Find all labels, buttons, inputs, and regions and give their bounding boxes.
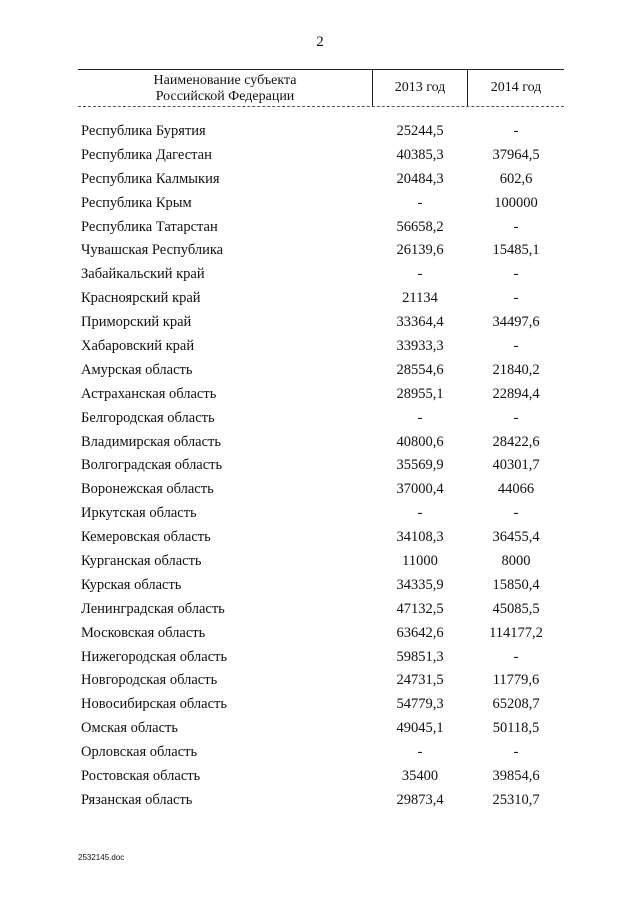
table-row <box>78 310 564 334</box>
value-2013: 35400 <box>401 768 439 785</box>
value-2014: 15850,4 <box>492 576 540 593</box>
subject-name: Курская область <box>81 576 182 593</box>
subject-name: Волгоградская область <box>81 457 223 474</box>
table-row <box>78 525 564 549</box>
subject-name: Кемеровская область <box>81 529 211 546</box>
value-2013: - <box>417 744 423 761</box>
value-2014: - <box>513 123 519 139</box>
header-subject-name <box>78 70 372 106</box>
table-row <box>78 215 564 239</box>
table-row <box>78 597 564 621</box>
table-row <box>78 645 564 669</box>
value-2014: 44066 <box>497 481 535 498</box>
value-2014: - <box>513 290 519 307</box>
page-number: 2 <box>316 34 324 50</box>
table-row <box>78 191 564 215</box>
value-2013: 25244,5 <box>396 123 444 139</box>
subject-name: Амурская область <box>81 361 193 378</box>
table-row <box>78 358 564 382</box>
value-2013: - <box>417 409 423 426</box>
subject-name: Новосибирская область <box>81 696 227 713</box>
table-row <box>78 238 564 262</box>
value-2013: 49045,1 <box>396 720 444 737</box>
value-2013: - <box>417 266 423 283</box>
subject-name: Курганская область <box>81 553 202 570</box>
value-2013: 35569,9 <box>396 457 444 474</box>
value-2014: 100000 <box>494 194 538 211</box>
value-2013: 54779,3 <box>396 696 444 713</box>
value-2014: 39854,6 <box>492 768 540 785</box>
subject-name: Воронежская область <box>81 481 214 498</box>
table-row <box>78 788 564 812</box>
subject-name: Белгородская область <box>81 409 215 426</box>
subject-name: Владимирская область <box>81 433 221 450</box>
value-2013: 56658,2 <box>396 218 444 235</box>
subject-name: Забайкальский край <box>81 266 205 283</box>
value-2014: - <box>513 505 519 522</box>
table-row <box>78 262 564 286</box>
header-subject-name-line1: Наименование субъекта <box>153 73 297 88</box>
value-2013: 21134 <box>402 290 438 307</box>
table-row <box>78 764 564 788</box>
table-header <box>78 69 564 107</box>
subject-name: Ростовская область <box>81 768 201 785</box>
value-2013: 40385,3 <box>396 146 444 163</box>
table-row <box>78 406 564 430</box>
table-row <box>78 453 564 477</box>
value-2014: 65208,7 <box>492 696 540 713</box>
subject-name: Республика Дагестан <box>81 146 212 163</box>
document-code: 2532145.doc <box>78 853 125 862</box>
header-subject-name-line2: Российской Федерации <box>155 89 295 104</box>
value-2013: - <box>417 194 423 211</box>
value-2014: 11779,6 <box>492 672 540 689</box>
table-row <box>78 430 564 454</box>
subject-name: Рязанская область <box>81 791 193 808</box>
table-row <box>78 382 564 406</box>
value-2014: - <box>513 648 519 665</box>
value-2013: 59851,3 <box>396 648 444 665</box>
subject-name: Республика Крым <box>81 194 192 211</box>
table-row <box>78 334 564 358</box>
value-2014: - <box>513 338 519 355</box>
table-row <box>78 501 564 525</box>
value-2013: 63642,6 <box>396 624 444 641</box>
subject-name: Иркутская область <box>81 505 197 522</box>
value-2013: 28554,6 <box>396 361 444 378</box>
table-row <box>78 668 564 692</box>
subject-name: Приморский край <box>81 314 192 331</box>
value-2014: 602,6 <box>499 170 533 187</box>
table-row <box>78 143 564 167</box>
table-row <box>78 119 564 143</box>
subject-name: Орловская область <box>81 744 198 761</box>
table-row <box>78 167 564 191</box>
value-2013: - <box>417 505 423 522</box>
header-2013: 2013 год <box>372 70 468 106</box>
table-row <box>78 549 564 573</box>
subjects-table <box>78 69 564 808</box>
value-2014: - <box>513 744 519 761</box>
value-2013: 34335,9 <box>396 576 444 593</box>
value-2013: 28955,1 <box>396 385 444 402</box>
value-2014: 25310,7 <box>492 791 540 808</box>
subject-name: Московская область <box>81 624 206 641</box>
value-2014: - <box>513 266 519 283</box>
table-row <box>78 477 564 501</box>
header-2014: 2014 год <box>490 80 542 95</box>
value-2014: 40301,7 <box>492 457 540 474</box>
value-2013: 37000,4 <box>396 481 444 498</box>
value-2014: 114177,2 <box>489 624 543 641</box>
value-2013: 26139,6 <box>396 242 444 259</box>
value-2013: 29873,4 <box>396 791 444 808</box>
subject-name: Нижегородская область <box>81 648 228 665</box>
value-2014: 36455,4 <box>492 529 540 546</box>
subject-name: Омская область <box>81 720 178 737</box>
subject-name: Астраханская область <box>81 385 217 402</box>
table-row <box>78 286 564 310</box>
value-2014: 50118,5 <box>492 720 540 737</box>
value-2014: 45085,5 <box>492 600 540 617</box>
value-2014: 8000 <box>501 553 531 570</box>
subject-name: Ленинградская область <box>81 600 225 617</box>
value-2013: 33933,3 <box>396 338 444 355</box>
value-2013: 40800,6 <box>396 433 444 450</box>
table-body <box>78 119 564 812</box>
value-2013: 34108,3 <box>396 529 444 546</box>
value-2013: 33364,4 <box>396 314 444 331</box>
subject-name: Красноярский край <box>81 290 201 307</box>
table-row <box>78 621 564 645</box>
value-2014: 22894,4 <box>492 385 540 402</box>
value-2013: 11000 <box>402 553 438 570</box>
value-2014: 15485,1 <box>492 242 540 259</box>
value-2014: 28422,6 <box>492 433 540 450</box>
subject-name: Республика Бурятия <box>81 123 206 139</box>
value-2014: - <box>513 218 519 235</box>
value-2014: - <box>513 409 519 426</box>
value-2013: 20484,3 <box>396 170 444 187</box>
table-row <box>78 692 564 716</box>
table-row <box>78 716 564 740</box>
value-2013: 47132,5 <box>396 600 444 617</box>
value-2014: 34497,6 <box>492 314 540 331</box>
table-row <box>78 573 564 597</box>
value-2014: 37964,5 <box>492 146 540 163</box>
subject-name: Новгородская область <box>81 672 218 689</box>
subject-name: Хабаровский край <box>81 338 195 355</box>
subject-name: Республика Татарстан <box>81 218 218 235</box>
value-2013: 24731,5 <box>396 672 444 689</box>
subject-name: Республика Калмыкия <box>81 170 220 187</box>
table-row <box>78 740 564 764</box>
subject-name: Чувашская Республика <box>81 242 224 259</box>
value-2014: 21840,2 <box>492 361 540 378</box>
